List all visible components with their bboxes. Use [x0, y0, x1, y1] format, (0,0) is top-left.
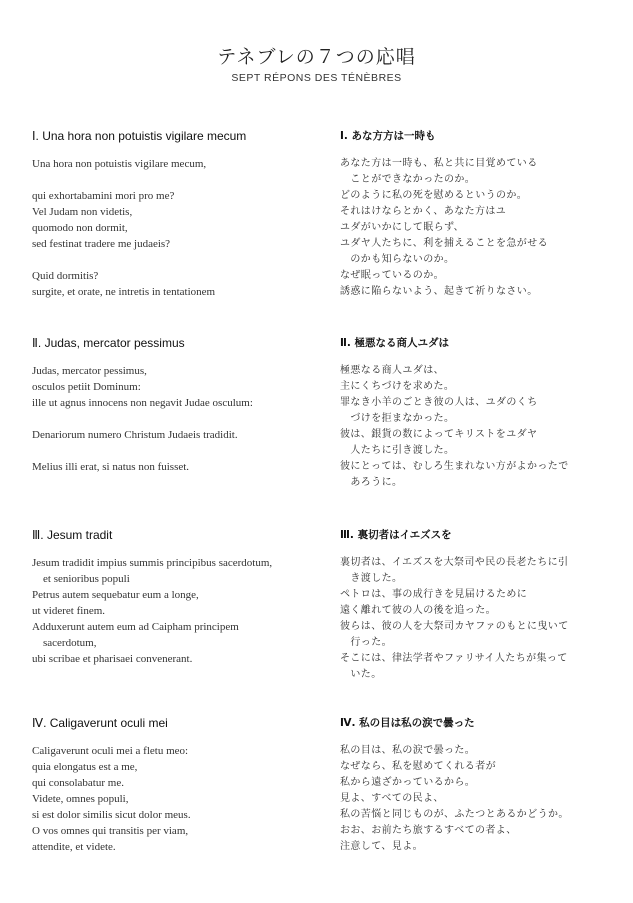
- japanese-text: [340, 363, 630, 491]
- text-line: Vel Judam non videtis,: [32, 206, 133, 218]
- text-line: attendite, et videte.: [32, 841, 116, 853]
- section-2-latin: [32, 335, 332, 475]
- text-line: 遠く離れて彼の人の後を追った。: [340, 605, 496, 616]
- section-4-japanese: [340, 715, 630, 855]
- section-heading-latin: Ⅱ. Judas, mercator pessimus: [32, 336, 185, 350]
- text-line: 見よ、すべての民よ、: [340, 793, 444, 804]
- japanese-text: [340, 743, 630, 855]
- text-line: qui consolabatur me.: [32, 777, 124, 789]
- section-3-japanese: [340, 527, 630, 683]
- text-line: ことができなかったのか。: [340, 174, 476, 185]
- text-line: そこには、律法学者やファリサイ人たちが集って: [340, 653, 568, 664]
- text-line: のかも知らないのか。: [340, 254, 455, 265]
- text-line: Petrus autem sequebatur eum a longe,: [32, 589, 199, 601]
- text-line: qui exhortabamini mori pro me?: [32, 190, 175, 202]
- text-line: 裏切者は、イエズスを大祭司や民の長老たちに引: [340, 557, 569, 568]
- blank-line: [32, 411, 332, 427]
- text-line: Videte, omnes populi,: [32, 793, 129, 805]
- text-line: et senioribus populi: [32, 573, 130, 585]
- text-line: 注意して、見よ。: [340, 841, 423, 852]
- latin-text: [32, 156, 332, 300]
- text-line: 私から遠ざかっているから。: [340, 777, 476, 788]
- japanese-text: [340, 555, 630, 683]
- text-line: Jesum tradidit impius summis principibus sacerdotum,: [32, 557, 273, 569]
- text-line: quomodo non dormit,: [32, 222, 128, 234]
- text-line: づけを拒まなかった。: [340, 413, 455, 424]
- text-line: 極悪なる商人ユダは、: [340, 365, 444, 376]
- text-line: Quid dormitis?: [32, 270, 99, 282]
- text-line: si est dolor similis sicut dolor meus.: [32, 809, 191, 821]
- text-line: 人たちに引き渡した。: [340, 445, 455, 456]
- text-line: なぜなら、私を慰めてくれる者が: [340, 761, 496, 772]
- latin-text: [32, 743, 332, 855]
- section-heading-latin: Ⅲ. Jesum tradit: [32, 528, 113, 542]
- text-line: surgite, et orate, ne intretis in tentationem: [32, 286, 216, 298]
- text-line: 私の目は、私の涙で曇った。: [340, 745, 476, 756]
- text-line: Judas, mercator pessimus,: [32, 365, 147, 377]
- blank-line: [32, 443, 332, 459]
- section-heading-japanese: Ⅳ. 私の目は私の涙で曇った: [340, 717, 475, 729]
- section-1-latin: [32, 128, 332, 300]
- text-line: O vos omnes qui transitis per viam,: [32, 825, 189, 837]
- text-line: おお、お前たち旅するすべての者よ、: [340, 825, 517, 836]
- text-line: sed festinat tradere me judaeis?: [32, 238, 171, 250]
- text-line: いた。: [340, 669, 382, 680]
- text-line: Denariorum numero Christum Judaeis tradidit.: [32, 429, 238, 441]
- text-line: ubi scribae et pharisaei convenerant.: [32, 653, 193, 665]
- section-heading-latin: Ⅳ. Caligaverunt oculi mei: [32, 716, 168, 730]
- text-line: それはけならとかく、あなた方はユ: [340, 206, 507, 217]
- section-heading-japanese: Ⅱ. 極悪なる商人ユダは: [340, 337, 450, 349]
- section-2-japanese: [340, 335, 630, 491]
- text-line: なぜ眠っているのか。: [340, 270, 444, 281]
- text-line: 主にくちづけを求めた。: [340, 381, 455, 392]
- text-line: 彼らは、彼の人を大祭司カヤファのもとに曳いて: [340, 621, 569, 632]
- blank-line: [32, 252, 332, 268]
- text-line: どのように私の死を慰めるというのか。: [340, 190, 528, 201]
- latin-text: [32, 363, 332, 475]
- text-line: ille ut agnus innocens non negavit Judae osculum:: [32, 397, 253, 409]
- latin-text: [32, 555, 332, 667]
- text-line: quia elongatus est a me,: [32, 761, 138, 773]
- text-line: ユダヤ人たちに、利を捕えることを急がせる: [340, 238, 548, 249]
- text-line: き渡した。: [340, 573, 403, 584]
- section-heading-japanese: Ⅰ. あな方方は一時も: [340, 130, 436, 142]
- text-line: osculos petiit Dominum:: [32, 381, 141, 393]
- text-line: 彼にとっては、むしろ生まれない方がよかったで: [340, 461, 569, 472]
- text-line: 行った。: [340, 637, 392, 648]
- text-line: Melius illi erat, si natus non fuisset.: [32, 461, 190, 473]
- text-line: あなた方は一時も、私と共に目覚めている: [340, 158, 538, 169]
- section-4-latin: [32, 715, 332, 855]
- text-line: ユダがいかにして眠らず、: [340, 222, 464, 233]
- section-3-latin: [32, 527, 332, 667]
- page-title-french: SEPT RÉPONS DES TÉNÈBRES: [231, 72, 402, 84]
- page-title-japanese: テネブレの７つの応唱: [217, 46, 416, 68]
- text-line: ペトロは、事の成行きを見届けるために: [340, 589, 528, 600]
- text-line: 誘惑に陥らないよう、起きて祈りなさい。: [340, 286, 538, 297]
- text-line: 罪なき小羊のごとき彼の人は、ユダのくち: [340, 397, 538, 408]
- text-line: 私の苦悩と同じものが、ふたつとあるかどうか。: [340, 809, 569, 820]
- text-line: ut videret finem.: [32, 605, 106, 617]
- section-1-japanese: [340, 128, 630, 300]
- text-line: Una hora non potuistis vigilare mecum,: [32, 158, 207, 170]
- text-line: あろうに。: [340, 477, 403, 488]
- section-heading-japanese: Ⅲ. 裏切者はイエズスを: [340, 529, 452, 541]
- page-header: [0, 44, 633, 84]
- text-line: Adduxerunt autem eum ad Caipham principem: [32, 621, 239, 633]
- text-line: sacerdotum,: [32, 637, 97, 649]
- text-line: Caligaverunt oculi mei a fletu meo:: [32, 745, 189, 757]
- text-line: 彼は、銀貨の数によってキリストをユダヤ: [340, 429, 538, 440]
- japanese-text: [340, 156, 630, 300]
- blank-line: [32, 172, 332, 188]
- section-heading-latin: Ⅰ. Una hora non potuistis vigilare mecum: [32, 129, 247, 143]
